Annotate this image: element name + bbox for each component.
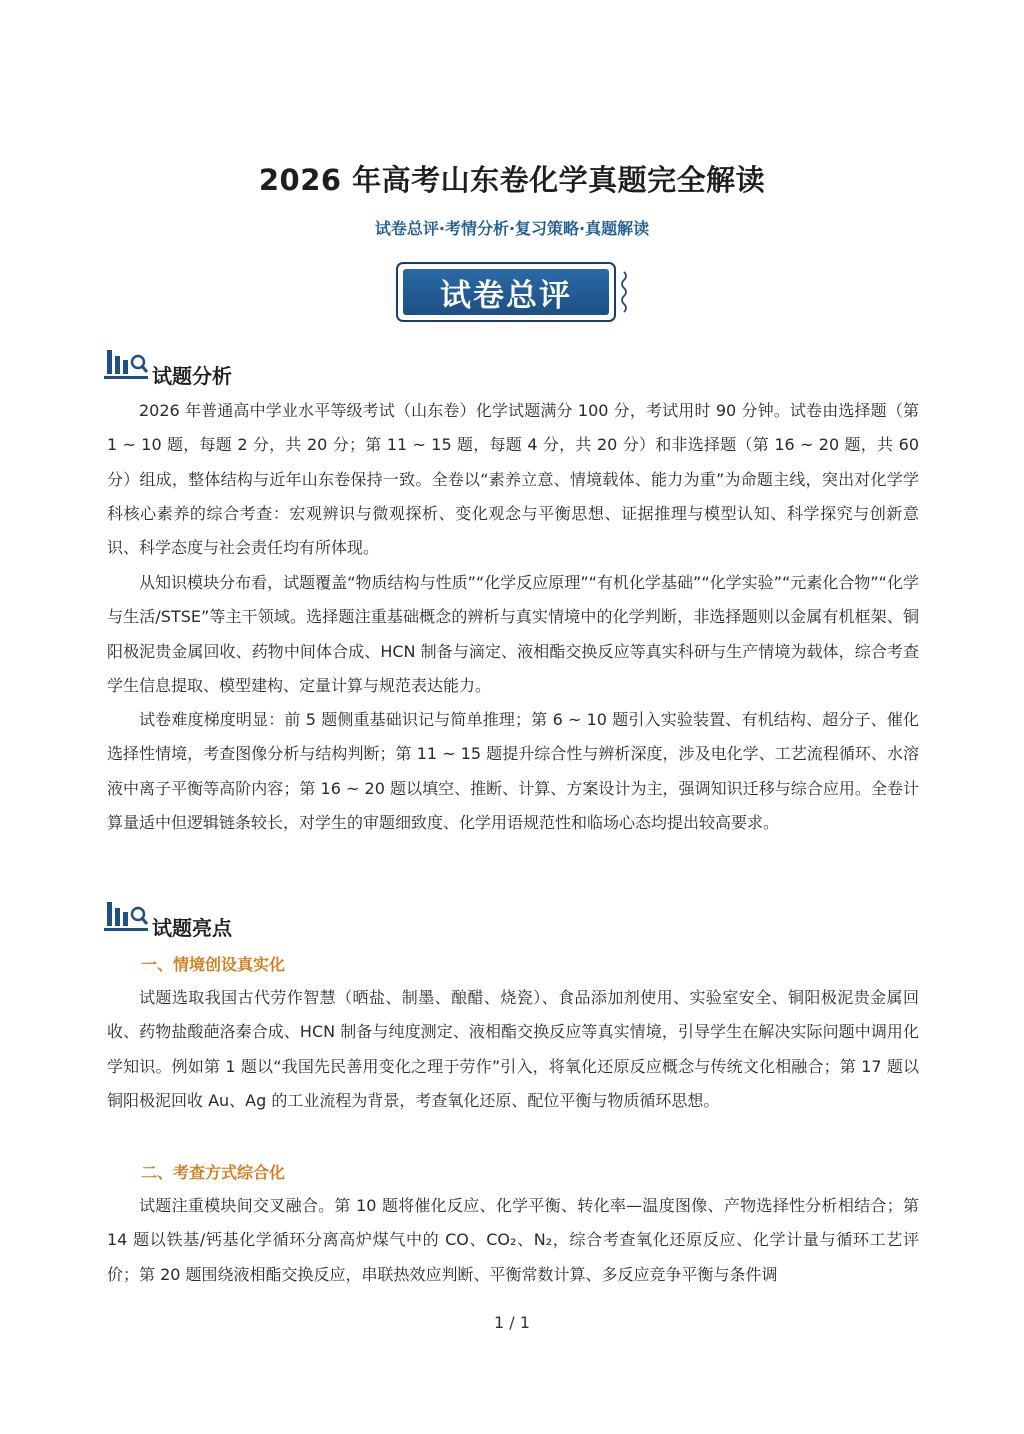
analysis-paragraph-1: 2026 年普通高中学业水平等级考试（山东卷）化学试题满分 100 分，考试用时 90 分钟。试卷由选择题（第 1 ~ 10 题，每题 2 分，共 20 分；第 11 ~ 15 题，每题 4 分，共 20 分）和非选择题（第 16 ~ 20 题，共 60 分）组成，整体结构与近年山东卷保持一致。全卷以“素养立意、情境载体、能力为重”为命题主线，突出对化学学科核心素养的综合考查：宏观辨识与微观探析、变化观念与平衡思想、证据推理与模型认知、科学探究与创新意识、科学态度与社会责任均有所体现。 xyxy=(107,401,919,558)
highlight-paragraph-2: 试题注重模块间交叉融合。第 10 题将催化反应、化学平衡、转化率—温度图像、产物选择性分析相结合；第 14 题以铁基/钙基化学循环分离高炉煤气中的 CO、CO₂、N₂，综合考查氧化还原反应、化学计量与循环工艺评价；第 20 题围绕液相酯交换反应，串联热效应判断、平衡常数计算、多反应竞争平衡与条件调 xyxy=(107,1196,919,1284)
bar-chart-magnifier-icon xyxy=(104,346,152,382)
badge-label: 试卷总评 xyxy=(403,269,609,315)
document-subtitle: 试卷总评·考情分析·复习策略·真题解读 xyxy=(374,219,650,238)
page-indicator: 1 / 1 xyxy=(494,1313,530,1332)
document-title: 2026 年高考山东卷化学真题完全解读 xyxy=(258,163,766,197)
analysis-paragraph-2: 从知识模块分布看，试题覆盖“物质结构与性质”“化学反应原理”“有机化学基础”“化学实验”“元素化合物”“化学与生活/STSE”等主干领域。选择题注重基础概念的辨析与真实情境中的化学判断，非选择题则以金属有机框架、铜阳极泥贵金属回收、药物中间体合成、HCN 制备与滴定、液相酯交换反应等真实科研与生产情境为载体，综合考查学生信息提取、模型建构、定量计算与规范表达能力。 xyxy=(107,573,919,695)
section-badge xyxy=(396,262,632,326)
highlight-paragraph-1: 试题选取我国古代劳作智慧（晒盐、制墨、酿醋、烧瓷）、食品添加剂使用、实验室安全、铜阳极泥贵金属回收、药物盐酸葩洛秦合成、HCN 制备与纯度测定、液相酯交换反应等真实情境，引导学生在解决实际问题中调用化学知识。例如第 1 题以“我国先民善用变化之理于劳作”引入，将氧化还原反应概念与传统文化相融合；第 17 题以铜阳极泥回收 Au、Ag 的工业流程为背景，考查氧化还原、配位平衡与物质循环思想。 xyxy=(107,988,919,1110)
section-header-highlights xyxy=(104,898,404,938)
section-title-analysis: 试题分析 xyxy=(152,364,232,388)
squiggle-decoration-icon xyxy=(618,270,630,314)
section-header-analysis xyxy=(104,346,404,386)
section-title-highlights: 试题亮点 xyxy=(152,916,232,940)
subsection-title-1: 一、情境创设真实化 xyxy=(141,955,286,974)
subsection-title-2: 二、考查方式综合化 xyxy=(141,1163,286,1182)
bar-chart-magnifier-icon xyxy=(104,898,152,934)
analysis-paragraph-3: 试卷难度梯度明显：前 5 题侧重基础识记与简单推理；第 6 ~ 10 题引入实验装置、有机结构、超分子、催化选择性情境，考查图像分析与结构判断；第 11 ~ 15 题提升综合性与辨析深度，涉及电化学、工艺流程循环、水溶液中离子平衡等高阶内容；第 16 ~ 20 题以填空、推断、计算、方案设计为主，强调知识迁移与综合应用。全卷计算量适中但逻辑链条较长，对学生的审题细致度、化学用语规范性和临场心态均提出较高要求。 xyxy=(107,710,919,832)
badge-frame xyxy=(396,262,616,322)
